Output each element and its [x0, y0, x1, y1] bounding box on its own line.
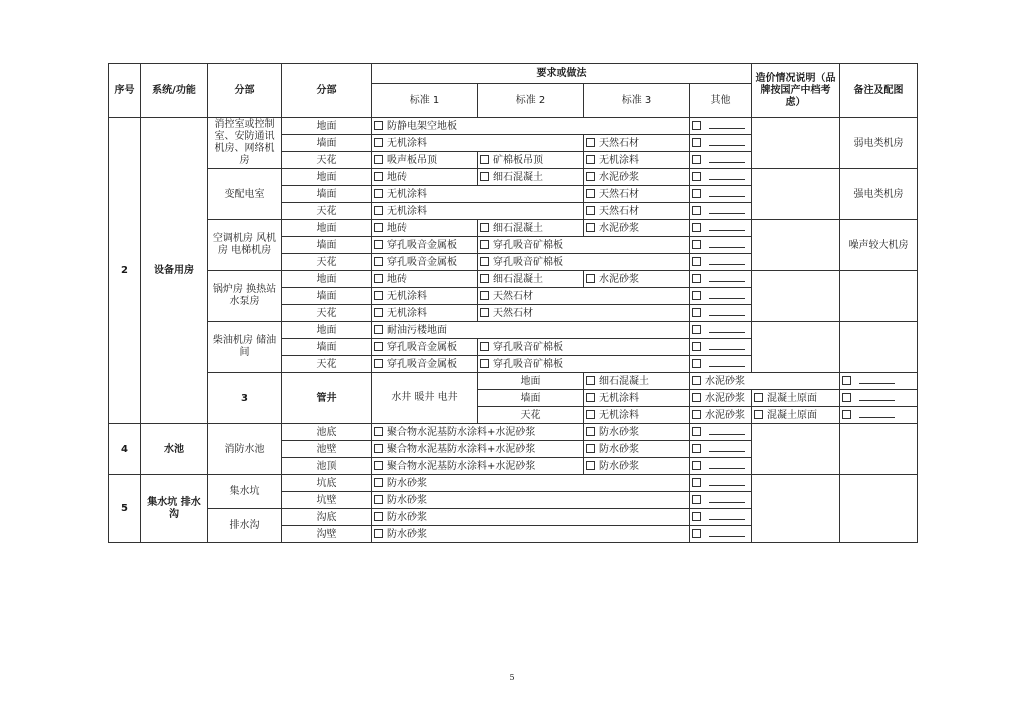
standard-3-cell: 天然石材 — [584, 203, 690, 220]
cost-cell — [752, 237, 840, 254]
system-name-equipment-rooms: 设备用房 — [141, 118, 208, 424]
checkbox[interactable] — [586, 172, 595, 181]
cost-cell — [752, 254, 840, 271]
system-name-shafts: 管井 — [282, 373, 372, 424]
standard-2-cell: 细石混凝土 — [478, 169, 584, 186]
other-cell — [690, 492, 752, 509]
checkbox[interactable] — [586, 461, 595, 470]
standard-1-cell: 穿孔吸音金属板 — [372, 339, 478, 356]
table-row — [109, 373, 918, 390]
standard-3-cell: 水泥砂浆 — [584, 169, 690, 186]
blank-line[interactable] — [709, 358, 745, 367]
system-name-pools: 水池 — [141, 424, 208, 475]
subpart-cell: 天花 — [282, 305, 372, 322]
blank-line[interactable] — [709, 443, 745, 452]
subpart-cell: 墙面 — [282, 237, 372, 254]
header-standard-1: 标准 1 — [372, 84, 478, 118]
checkbox[interactable] — [586, 410, 595, 419]
system-seq-5: 5 — [109, 475, 141, 543]
header-seq: 序号 — [109, 64, 141, 118]
checkbox[interactable] — [842, 393, 851, 402]
standard-2-cell: 水泥砂浆 — [690, 407, 752, 424]
checkbox[interactable] — [374, 189, 383, 198]
checkbox[interactable] — [374, 444, 383, 453]
checkbox[interactable] — [586, 223, 595, 232]
checkbox[interactable] — [480, 240, 489, 249]
standard-2-cell: 细石混凝土 — [478, 271, 584, 288]
other-cell — [690, 152, 752, 169]
checkbox[interactable] — [692, 138, 701, 147]
checkbox[interactable] — [692, 257, 701, 266]
blank-line[interactable] — [709, 324, 745, 333]
checkbox[interactable] — [692, 325, 701, 334]
remark-weak-current: 弱电类机房 — [840, 118, 918, 169]
blank-line[interactable] — [709, 222, 745, 231]
checkbox[interactable] — [586, 274, 595, 283]
standard-1-cell: 无机涂料 — [372, 203, 584, 220]
cost-cell — [752, 118, 840, 135]
standard-1-cell: 无机涂料 — [584, 407, 690, 424]
group-hvac-rooms: 空调机房 风机房 电梯机房 — [208, 220, 282, 271]
other-cell — [690, 271, 752, 288]
checkbox[interactable] — [374, 172, 383, 181]
cost-cell — [752, 135, 840, 152]
standard-2-cell: 穿孔吸音矿棉板 — [478, 339, 690, 356]
spec-table-sheet — [108, 63, 917, 543]
cost-cell — [752, 322, 840, 339]
other-cell — [690, 254, 752, 271]
checkbox[interactable] — [692, 444, 701, 453]
standard-1-cell: 无机涂料 — [584, 390, 690, 407]
subpart-cell: 坑底 — [282, 475, 372, 492]
table-row — [109, 169, 918, 186]
checkbox[interactable] — [692, 376, 701, 385]
checkbox[interactable] — [480, 172, 489, 181]
subpart-cell: 墙面 — [282, 288, 372, 305]
standard-2-cell: 细石混凝土 — [478, 220, 584, 237]
cost-cell — [752, 169, 840, 186]
subpart-cell: 墙面 — [282, 186, 372, 203]
subpart-cell: 墙面 — [478, 390, 584, 407]
other-cell — [690, 526, 752, 543]
standard-3-cell: 水泥砂浆 — [584, 271, 690, 288]
checkbox[interactable] — [586, 376, 595, 385]
checkbox[interactable] — [692, 393, 701, 402]
blank-line[interactable] — [859, 375, 895, 384]
checkbox[interactable] — [692, 495, 701, 504]
other-cell — [690, 424, 752, 441]
standard-3-cell: 天然石材 — [584, 135, 690, 152]
standard-2-cell: 矿棉板吊顶 — [478, 152, 584, 169]
other-cell — [690, 169, 752, 186]
standard-1-cell: 防水砂浆 — [372, 526, 690, 543]
checkbox[interactable] — [480, 155, 489, 164]
subpart-cell: 地面 — [282, 322, 372, 339]
checkbox[interactable] — [374, 308, 383, 317]
standard-3-cell: 水泥砂浆 — [584, 220, 690, 237]
cost-cell — [752, 356, 840, 373]
checkbox[interactable] — [692, 291, 701, 300]
remark-empty — [840, 424, 918, 475]
other-cell — [690, 509, 752, 526]
group-diesel-rooms: 柴油机房 储油间 — [208, 322, 282, 373]
system-seq-2: 2 — [109, 118, 141, 424]
other-cell — [690, 186, 752, 203]
standard-1-cell: 穿孔吸音金属板 — [372, 356, 478, 373]
standard-1-cell: 细石混凝土 — [584, 373, 690, 390]
blank-line[interactable] — [709, 239, 745, 248]
standard-2-cell: 穿孔吸音矿棉板 — [478, 254, 690, 271]
cost-cell — [752, 339, 840, 356]
header-standard-2: 标准 2 — [478, 84, 584, 118]
header-system: 系统/功能 — [141, 64, 208, 118]
other-cell — [690, 288, 752, 305]
standard-3-cell: 防水砂浆 — [584, 458, 690, 475]
checkbox[interactable] — [692, 308, 701, 317]
checkbox[interactable] — [374, 478, 383, 487]
checkbox[interactable] — [692, 155, 701, 164]
standard-1-cell: 防水砂浆 — [372, 509, 690, 526]
header-requirements: 要求或做法 — [372, 64, 752, 84]
cost-cell — [752, 220, 840, 237]
subpart-cell: 墙面 — [282, 135, 372, 152]
checkbox[interactable] — [374, 257, 383, 266]
checkbox[interactable] — [374, 155, 383, 164]
cost-cell — [752, 271, 840, 288]
checkbox[interactable] — [692, 529, 701, 538]
other-cell — [690, 305, 752, 322]
system-name-sumps: 集水坑 排水沟 — [141, 475, 208, 543]
checkbox[interactable] — [374, 427, 383, 436]
header-other: 其他 — [690, 84, 752, 118]
checkbox[interactable] — [480, 308, 489, 317]
standard-1-cell: 聚合物水泥基防水涂料+水泥砂浆 — [372, 458, 584, 475]
blank-line[interactable] — [709, 341, 745, 350]
group-sump-pit: 集水坑 — [208, 475, 282, 509]
cost-cell — [752, 152, 840, 169]
cost-cell — [752, 492, 840, 509]
group-control-rooms: 消控室或控制室、安防通讯机房、网络机房 — [208, 118, 282, 169]
checkbox[interactable] — [842, 376, 851, 385]
subpart-cell: 天花 — [282, 356, 372, 373]
subpart-cell: 坑壁 — [282, 492, 372, 509]
blank-line[interactable] — [709, 290, 745, 299]
remark-empty — [840, 322, 918, 373]
subpart-cell: 天花 — [478, 407, 584, 424]
standard-3-cell: 无机涂料 — [584, 152, 690, 169]
table-row — [109, 271, 918, 288]
checkbox[interactable] — [586, 206, 595, 215]
remark-empty — [840, 475, 918, 543]
checkbox[interactable] — [692, 512, 701, 521]
checkbox[interactable] — [692, 410, 701, 419]
standard-1-cell: 吸声板吊顶 — [372, 152, 478, 169]
other-cell — [690, 339, 752, 356]
system-seq-3: 3 — [208, 373, 282, 424]
cost-cell — [752, 458, 840, 475]
standard-1-cell: 无机涂料 — [372, 186, 584, 203]
standard-3-cell: 防水砂浆 — [584, 441, 690, 458]
blank-line[interactable] — [709, 205, 745, 214]
standard-3-cell: 混凝土原面 — [752, 407, 840, 424]
checkbox[interactable] — [480, 223, 489, 232]
table-row — [109, 118, 918, 135]
checkbox[interactable] — [754, 410, 763, 419]
subpart-cell: 池顶 — [282, 458, 372, 475]
group-substation: 变配电室 — [208, 169, 282, 220]
other-cell — [840, 390, 918, 407]
standard-1-cell: 聚合物水泥基防水涂料+水泥砂浆 — [372, 424, 584, 441]
other-cell — [690, 322, 752, 339]
other-cell — [690, 458, 752, 475]
table-header-row-1 — [109, 64, 918, 84]
standard-2-cell: 穿孔吸音矿棉板 — [478, 237, 690, 254]
blank-line[interactable] — [709, 494, 745, 503]
checkbox[interactable] — [692, 427, 701, 436]
group-shafts: 水井 暖井 电井 — [372, 373, 478, 424]
header-cost-note: 造价情况说明（品牌按国产中档考虑） — [752, 64, 840, 118]
checkbox[interactable] — [692, 359, 701, 368]
standard-1-cell: 地砖 — [372, 169, 478, 186]
standard-1-cell: 耐油污楼地面 — [372, 322, 690, 339]
checkbox[interactable] — [692, 206, 701, 215]
table-row — [109, 424, 918, 441]
subpart-cell: 地面 — [282, 118, 372, 135]
standard-1-cell: 无机涂料 — [372, 305, 478, 322]
table-row — [109, 220, 918, 237]
cost-cell — [752, 475, 840, 492]
table-row — [109, 509, 918, 526]
subpart-cell: 地面 — [282, 169, 372, 186]
other-cell — [690, 203, 752, 220]
checkbox[interactable] — [586, 155, 595, 164]
blank-line[interactable] — [709, 273, 745, 282]
checkbox[interactable] — [692, 274, 701, 283]
checkbox[interactable] — [374, 274, 383, 283]
checkbox[interactable] — [374, 342, 383, 351]
checkbox[interactable] — [586, 393, 595, 402]
finishing-spec-table — [108, 63, 918, 543]
checkbox[interactable] — [374, 291, 383, 300]
standard-1-cell: 地砖 — [372, 271, 478, 288]
other-cell — [690, 356, 752, 373]
blank-line[interactable] — [859, 409, 895, 418]
header-remarks: 备注及配图 — [840, 64, 918, 118]
subpart-cell: 沟壁 — [282, 526, 372, 543]
checkbox[interactable] — [692, 172, 701, 181]
remark-noisy: 噪声较大机房 — [840, 220, 918, 271]
other-cell — [690, 441, 752, 458]
standard-1-cell: 穿孔吸音金属板 — [372, 237, 478, 254]
other-cell — [690, 475, 752, 492]
blank-line[interactable] — [709, 460, 745, 469]
cost-cell — [752, 509, 840, 526]
standard-1-cell: 地砖 — [372, 220, 478, 237]
subpart-cell: 地面 — [282, 220, 372, 237]
checkbox[interactable] — [374, 495, 383, 504]
cost-cell — [752, 203, 840, 220]
checkbox[interactable] — [692, 121, 701, 130]
cost-cell — [752, 288, 840, 305]
standard-3-cell: 天然石材 — [584, 186, 690, 203]
checkbox[interactable] — [692, 478, 701, 487]
checkbox[interactable] — [842, 410, 851, 419]
cost-cell — [752, 424, 840, 441]
checkbox[interactable] — [586, 444, 595, 453]
standard-1-cell: 防水砂浆 — [372, 475, 690, 492]
blank-line[interactable] — [709, 511, 745, 520]
other-cell — [690, 237, 752, 254]
header-standard-3: 标准 3 — [584, 84, 690, 118]
blank-line[interactable] — [709, 477, 745, 486]
table-row — [109, 322, 918, 339]
checkbox[interactable] — [480, 359, 489, 368]
other-cell — [690, 135, 752, 152]
checkbox[interactable] — [374, 325, 383, 334]
other-cell — [690, 118, 752, 135]
group-boiler-rooms: 锅炉房 换热站 水泵房 — [208, 271, 282, 322]
subpart-cell: 天花 — [282, 254, 372, 271]
checkbox[interactable] — [480, 291, 489, 300]
subpart-cell: 墙面 — [282, 339, 372, 356]
subpart-cell: 天花 — [282, 152, 372, 169]
blank-line[interactable] — [709, 528, 745, 537]
checkbox[interactable] — [754, 393, 763, 402]
subpart-cell: 池壁 — [282, 441, 372, 458]
header-part: 分部 — [208, 64, 282, 118]
checkbox[interactable] — [374, 512, 383, 521]
standard-3-cell: 混凝土原面 — [752, 390, 840, 407]
standard-3-cell: 防水砂浆 — [584, 424, 690, 441]
standard-1-cell: 穿孔吸音金属板 — [372, 254, 478, 271]
table-row — [109, 475, 918, 492]
blank-line[interactable] — [709, 256, 745, 265]
subpart-cell: 天花 — [282, 203, 372, 220]
checkbox[interactable] — [374, 138, 383, 147]
other-cell — [690, 220, 752, 237]
subpart-cell: 地面 — [478, 373, 584, 390]
checkbox[interactable] — [374, 223, 383, 232]
group-drain-ditch: 排水沟 — [208, 509, 282, 543]
checkbox[interactable] — [374, 240, 383, 249]
checkbox[interactable] — [480, 257, 489, 266]
cost-cell — [752, 305, 840, 322]
blank-line[interactable] — [709, 188, 745, 197]
checkbox[interactable] — [480, 342, 489, 351]
standard-1-cell: 防水砂浆 — [372, 492, 690, 509]
page-number: 5 — [509, 673, 515, 682]
checkbox[interactable] — [692, 189, 701, 198]
standard-1-cell: 无机涂料 — [372, 288, 478, 305]
standard-2-cell: 天然石材 — [478, 305, 690, 322]
checkbox[interactable] — [374, 461, 383, 470]
blank-line[interactable] — [709, 120, 745, 129]
checkbox[interactable] — [692, 461, 701, 470]
blank-line[interactable] — [709, 137, 745, 146]
remark-empty — [840, 271, 918, 322]
other-cell — [840, 373, 918, 390]
standard-2-cell: 水泥砂浆 — [690, 373, 840, 390]
checkbox[interactable] — [374, 206, 383, 215]
checkbox[interactable] — [586, 138, 595, 147]
checkbox[interactable] — [692, 342, 701, 351]
blank-line[interactable] — [709, 307, 745, 316]
checkbox[interactable] — [480, 274, 489, 283]
blank-line[interactable] — [859, 392, 895, 401]
subpart-cell: 地面 — [282, 271, 372, 288]
cost-cell — [752, 186, 840, 203]
checkbox[interactable] — [374, 359, 383, 368]
standard-2-cell: 水泥砂浆 — [690, 390, 752, 407]
blank-line[interactable] — [709, 154, 745, 163]
cost-cell — [752, 526, 840, 543]
blank-line[interactable] — [709, 171, 745, 180]
checkbox[interactable] — [374, 121, 383, 130]
group-fire-pool: 消防水池 — [208, 424, 282, 475]
checkbox[interactable] — [586, 427, 595, 436]
blank-line[interactable] — [709, 426, 745, 435]
checkbox[interactable] — [374, 529, 383, 538]
checkbox[interactable] — [692, 240, 701, 249]
standard-2-cell: 天然石材 — [478, 288, 690, 305]
cost-cell — [752, 441, 840, 458]
subpart-cell: 池底 — [282, 424, 372, 441]
checkbox[interactable] — [586, 189, 595, 198]
checkbox[interactable] — [692, 223, 701, 232]
standard-1-cell: 防静电架空地板 — [372, 118, 690, 135]
standard-1-cell: 无机涂料 — [372, 135, 584, 152]
remark-strong-current: 强电类机房 — [840, 169, 918, 220]
system-seq-4: 4 — [109, 424, 141, 475]
subpart-cell: 沟底 — [282, 509, 372, 526]
header-subpart: 分部 — [282, 64, 372, 118]
other-cell — [840, 407, 918, 424]
standard-1-cell: 聚合物水泥基防水涂料+水泥砂浆 — [372, 441, 584, 458]
standard-2-cell: 穿孔吸音矿棉板 — [478, 356, 690, 373]
